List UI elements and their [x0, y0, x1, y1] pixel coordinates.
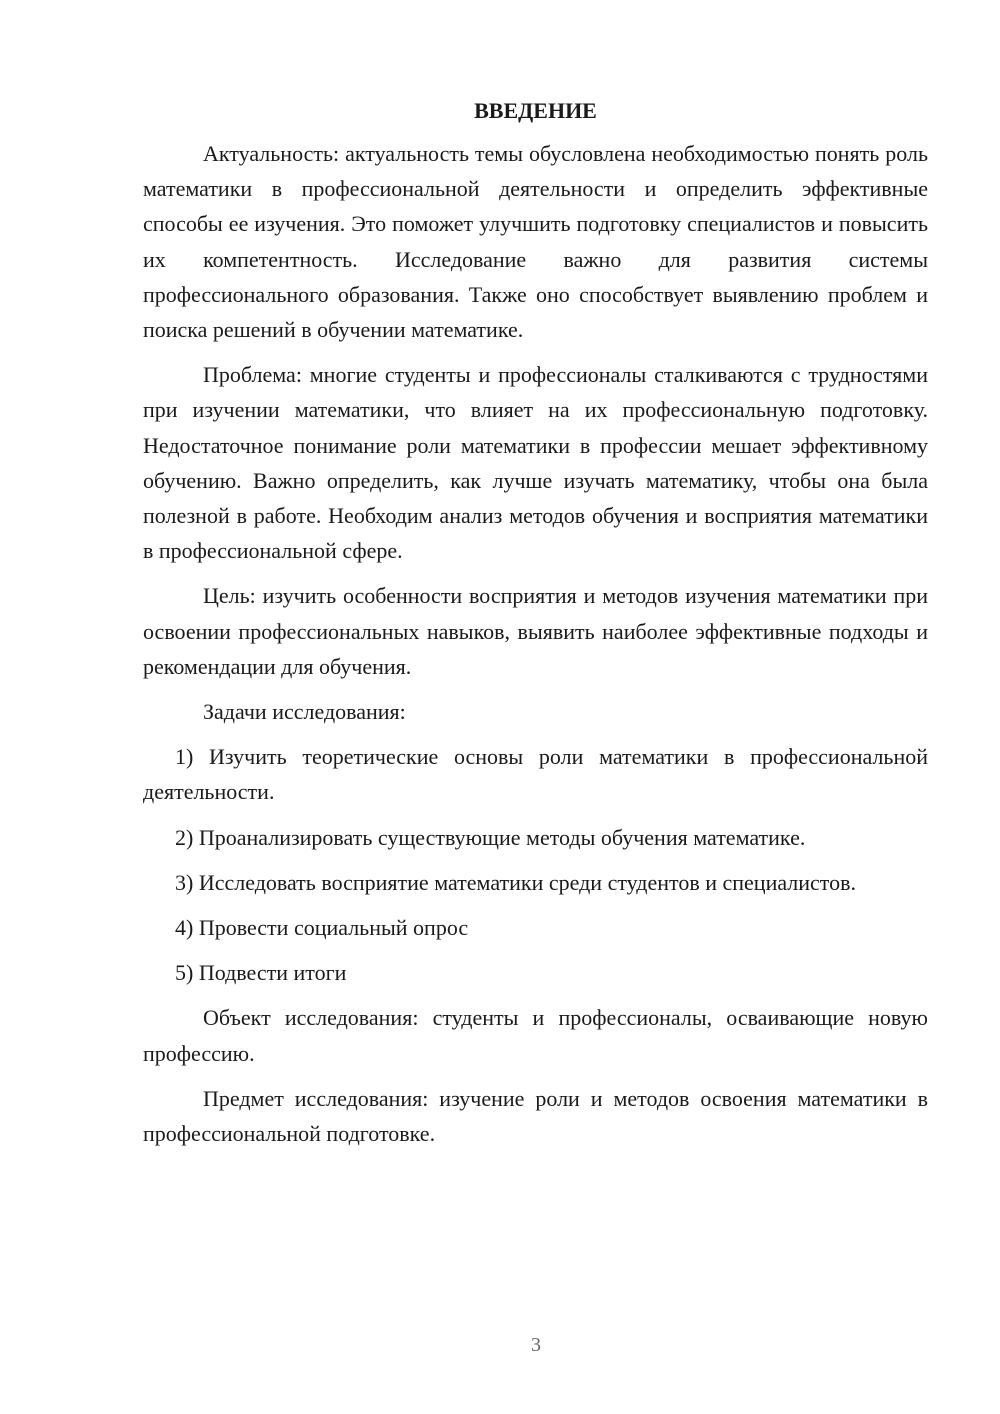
page-number: 3 [531, 1334, 541, 1356]
paragraph-relevance: Актуальность: актуальность темы обусловлена необходимостью понять роль математики в профессиональной деятельности и определить эффективные способы ее изучения. Это поможет улучшить подготовку специалистов и повысить их компетентность. Исследование важно для развития системы профессионального образования. Также оно способствует выявлению проблем и поиска решений в обучении математике. [143, 141, 928, 343]
paragraph-goal: Цель: изучить особенности восприятия и методов изучения математики при освоении профессиональных навыков, выявить наиболее эффективные подходы и рекомендации для обучения. [143, 583, 928, 679]
paragraph-subject: Предмет исследования: изучение роли и методов освоения математики в профессиональной подготовке. [143, 1085, 928, 1147]
paragraph-problem: Проблема: многие студенты и профессионалы сталкиваются с трудностями при изучении математики, что влияет на их профессиональную подготовку. Недостаточное понимание роли математики в профессии мешает эффективному обучению. Важно определить, как лучше изучать математику, чтобы она была полезной в работе. Необходим анализ методов обучения и восприятия математики в профессиональной сфере. [143, 362, 928, 564]
section-title: ВВЕДЕНИЕ [474, 98, 597, 123]
task-item-2: 2) Проанализировать существующие методы обучения математике. [175, 824, 806, 850]
task-item-4: 4) Провести социальный опрос [175, 915, 469, 941]
task-item-1: 1) Изучить теоретические основы роли математики в профессиональной деятельности. [143, 744, 928, 805]
task-item-3: 3) Исследовать восприятие математики среди студентов и специалистов. [175, 869, 857, 895]
task-item-5: 5) Подвести итоги [175, 960, 347, 986]
page-content [143, 96, 928, 1161]
paragraph-object: Объект исследования: студенты и профессионалы, осваивающие новую профессию. [143, 1005, 928, 1066]
paragraph-tasks-heading: Задачи исследования: [203, 699, 406, 725]
